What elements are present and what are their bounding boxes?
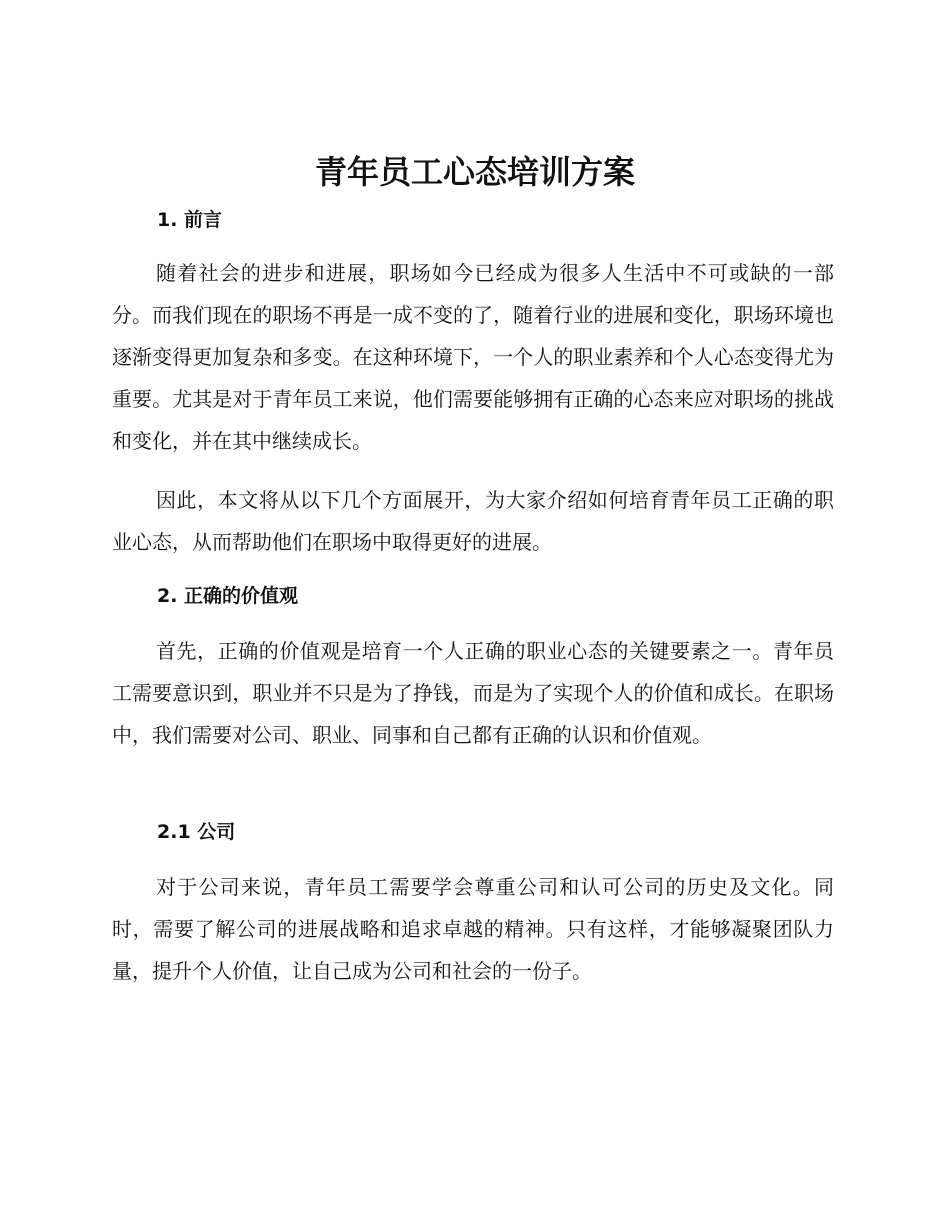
- paragraph-company-1: 对于公司来说，青年员工需要学会尊重公司和认可公司的历史及文化。同时，需要了解公司的进展战略和追求卓越的精神。只有这样，才能够凝聚团队力量，提升个人价值，让自己成为公司和社会的一份子。: [112, 875, 834, 983]
- section-heading-values: 2. 正确的价值观: [157, 585, 299, 607]
- section-heading-preface: 1. 前言: [157, 209, 223, 231]
- document-title: 青年员工心态培训方案: [314, 153, 635, 191]
- paragraph-preface-2: 因此，本文将从以下几个方面展开，为大家介绍如何培育青年员工正确的职业心态，从而帮助他们在职场中取得更好的进展。: [112, 488, 834, 554]
- section-heading-company: 2.1 公司: [157, 821, 236, 843]
- paragraph-preface-1: 随着社会的进步和进展，职场如今已经成为很多人生活中不可或缺的一部分。而我们现在的职场不再是一成不变的了，随着行业的进展和变化，职场环境也逐渐变得更加复杂和多变。在这种环境下，一个人的职业素养和个人心态变得尤为重要。尤其是对于青年员工来说，他们需要能够拥有正确的心态来应对职场的挑战和变化，并在其中继续成长。: [112, 261, 834, 453]
- paragraph-values-1: 首先，正确的价值观是培育一个人正确的职业心态的关键要素之一。青年员工需要意识到，职业并不只是为了挣钱，而是为了实现个人的价值和成长。在职场中，我们需要对公司、职业、同事和自己都有正确的认识和价值观。: [112, 639, 834, 747]
